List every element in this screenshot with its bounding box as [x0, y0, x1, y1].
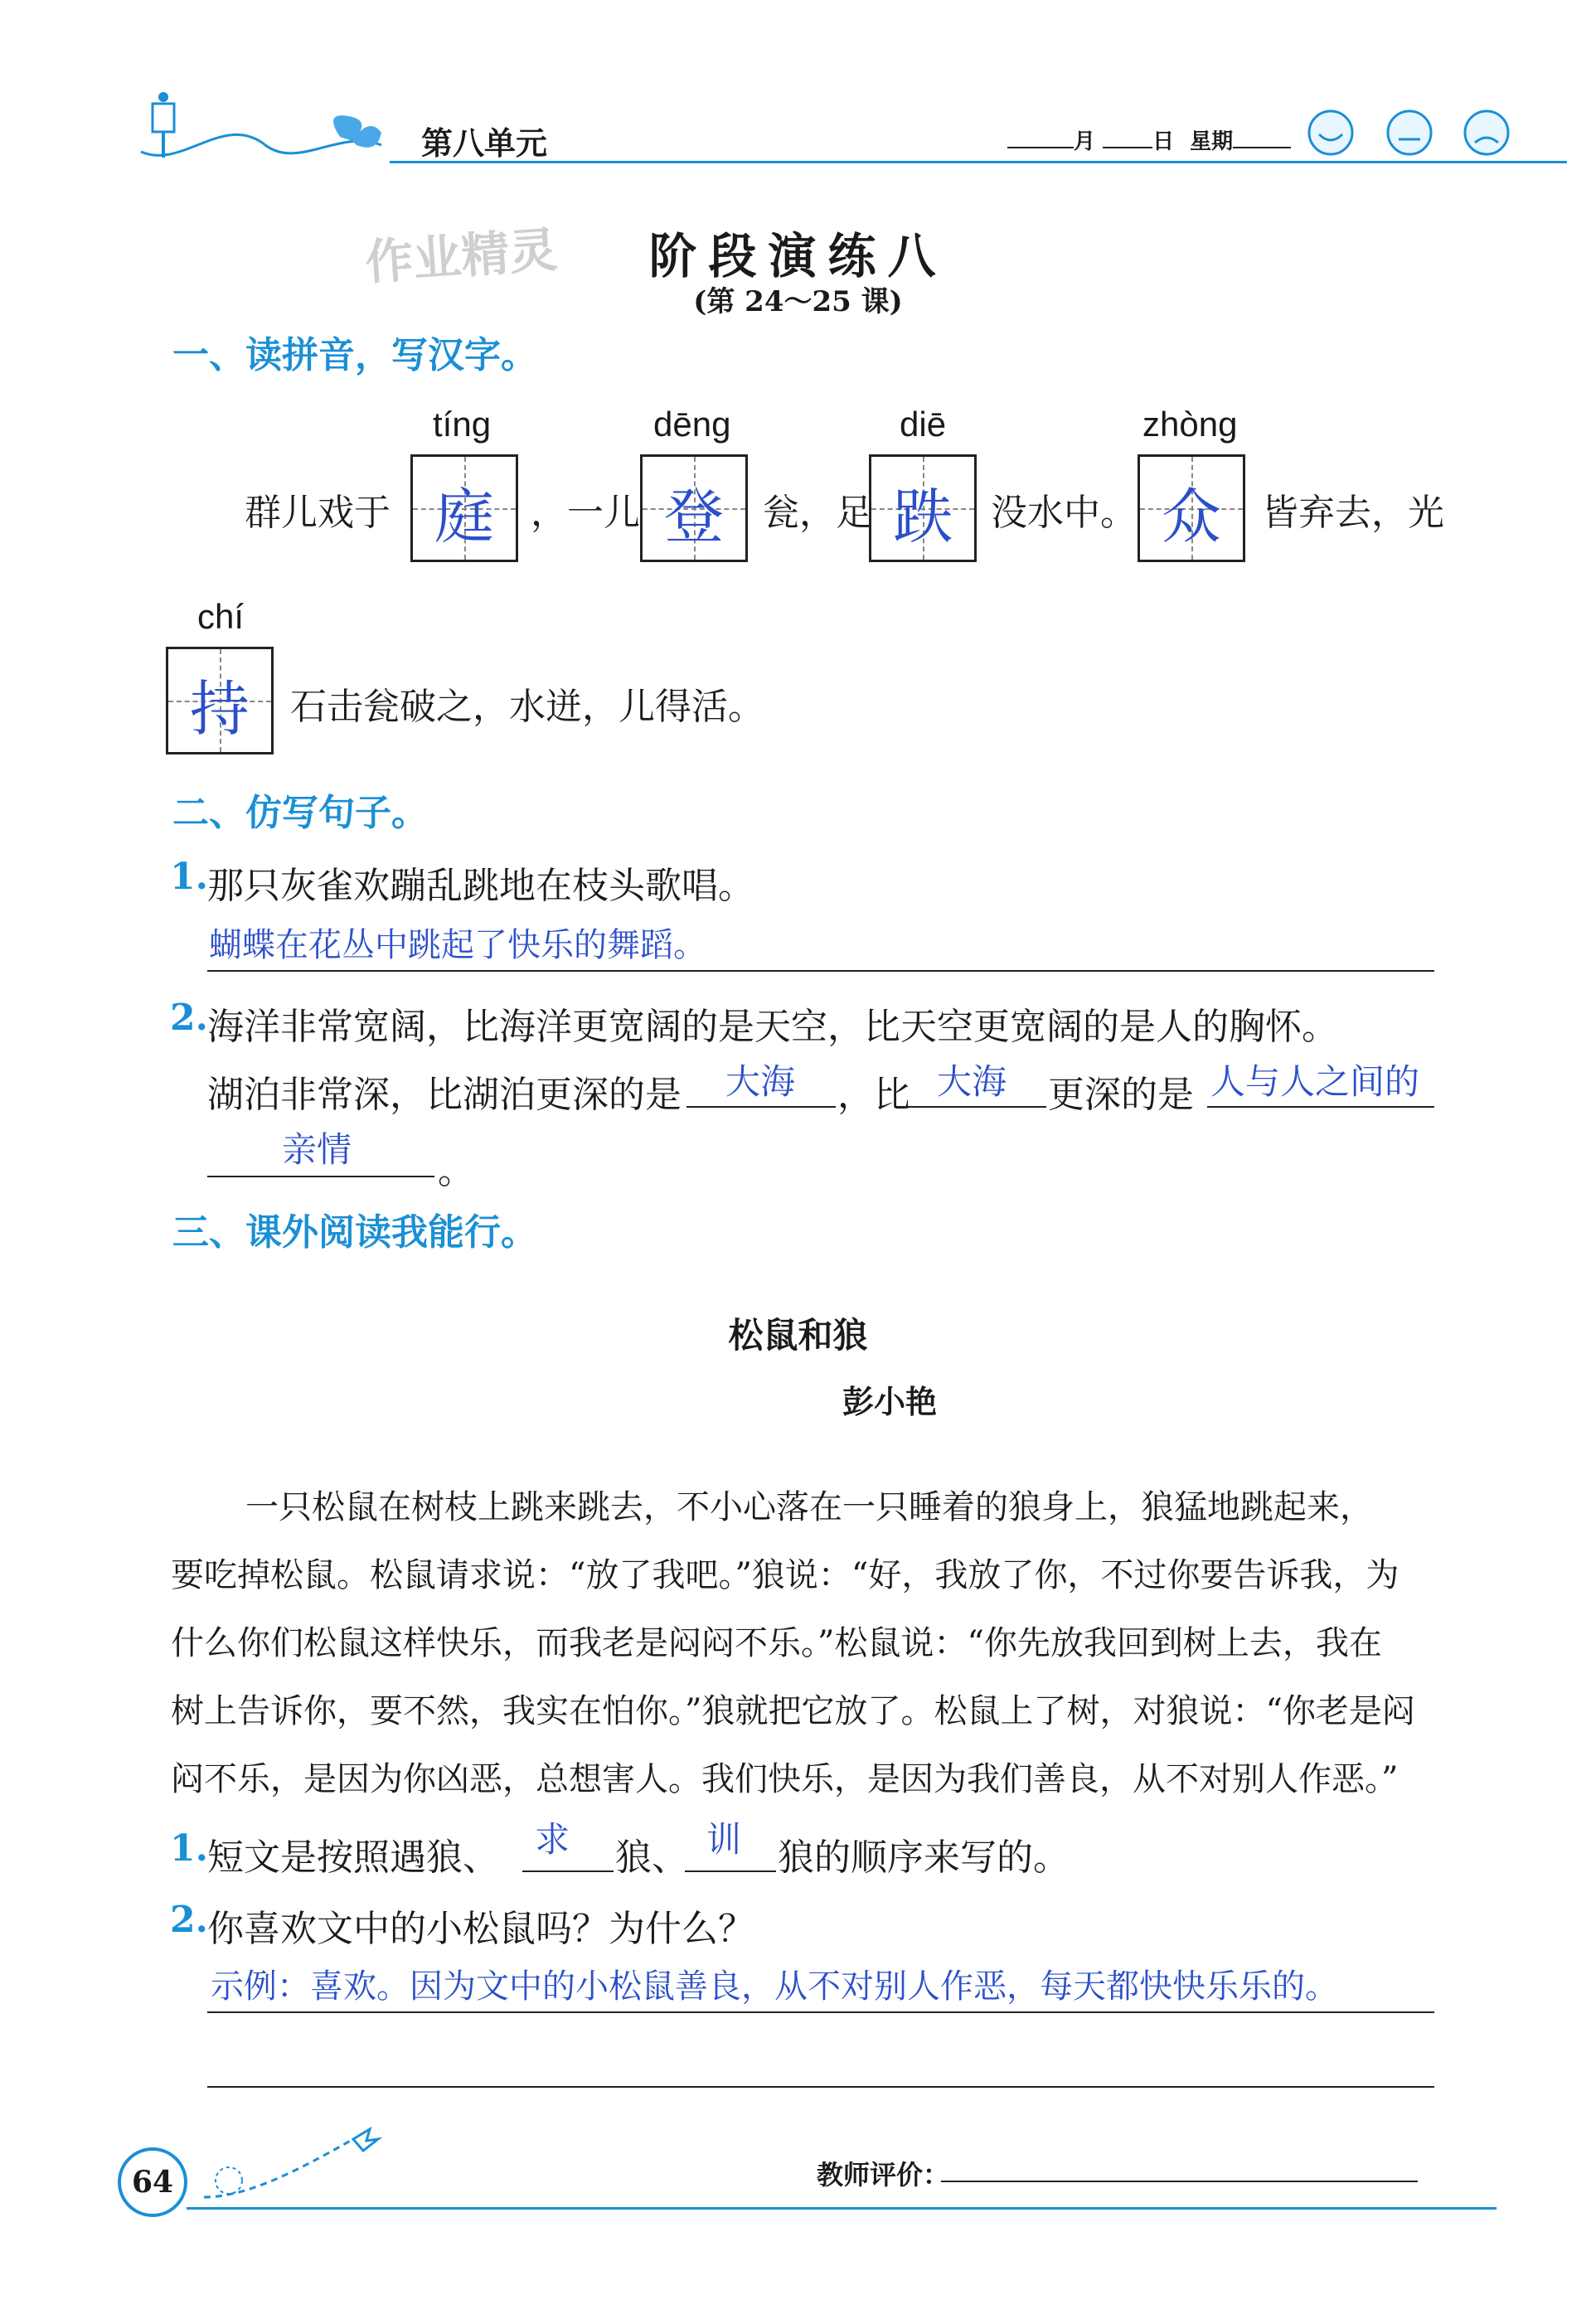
- s2-q2-num: 2.: [170, 997, 208, 1039]
- s2-q2-a4: 亲情: [282, 1129, 352, 1170]
- section1-heading: 一、读拼音，写汉字。: [172, 334, 537, 376]
- s3-q1-p3: 狼的顺序来写的。: [778, 1836, 1070, 1879]
- smiley-face-icon: [1306, 108, 1521, 158]
- mood-faces: [1306, 108, 1521, 158]
- story-line: 树上告诉你，要不然，我实在怕你。”狼就把它放了。松鼠上了树，对狼说：“你老是闷: [171, 1692, 1415, 1730]
- footer-rule: [187, 2207, 1497, 2210]
- header-rule: [390, 161, 1567, 163]
- answer-box-5: 持: [166, 647, 274, 754]
- story-line: 一只松鼠在树枝上跳来跳去，不小心落在一只睡着的狼身上，狼猛地跳起来，: [245, 1488, 1373, 1526]
- s2-q2-a3: 人与人之间的: [1210, 1061, 1420, 1102]
- pinyin-5: chí: [197, 597, 245, 636]
- s2-q2-text: 海洋非常宽阔，比海洋更宽阔的是天空，比天空更宽阔的是人的胸怀。: [207, 1006, 1338, 1048]
- watermark: 作业精灵: [363, 221, 560, 291]
- blank-5: [522, 1870, 614, 1872]
- s3-q2-num: 2.: [170, 1899, 208, 1941]
- s1-text-2: ，一儿: [531, 492, 640, 534]
- s3-q2-line-2: [207, 2086, 1434, 2088]
- footer-decoration: [196, 2114, 411, 2205]
- story-title: 松鼠和狼: [728, 1315, 868, 1356]
- answer-box-2: 登: [640, 454, 748, 562]
- s3-q1-p2: 狼、: [615, 1836, 688, 1879]
- s2-q1-answer: 蝴蝶在花丛中跳起了快乐的舞蹈。: [209, 926, 706, 964]
- s3-q2-answer: 示例：喜欢。因为文中的小松鼠善良，从不对别人作恶，每天都快快乐乐的。: [211, 1967, 1338, 2006]
- unit-label: 第八单元: [421, 125, 548, 162]
- s2-q2-a1: 大海: [725, 1061, 796, 1102]
- s3-q1-p1: 短文是按照遇狼、: [207, 1836, 499, 1879]
- story-line: 要吃掉松鼠。松鼠请求说：“放了我吧。”狼说：“好，我放了你，不过你要告诉我，为: [171, 1556, 1400, 1594]
- section3-heading: 三、课外阅读我能行。: [172, 1211, 537, 1254]
- page-number: 64: [131, 2165, 174, 2200]
- s2-q1-num: 1.: [170, 856, 208, 898]
- s2-q2-p4: 。: [438, 1150, 474, 1192]
- story-line: 闷不乐，是因为你凶恶，总想害人。我们快乐，是因为我们善良，从不对别人作恶。”: [171, 1760, 1399, 1798]
- page-number-badge: [118, 2147, 187, 2217]
- s1-text-6: 石击瓮破之，水迸，儿得活。: [290, 686, 764, 728]
- s3-q2-text: 你喜欢文中的小松鼠吗？为什么？: [207, 1908, 754, 1950]
- lamp-butterfly-icon: [133, 79, 431, 170]
- pinyin-1: tíng: [433, 405, 492, 444]
- blank-4: [207, 1176, 434, 1177]
- answer-box-3: 跌: [869, 454, 977, 562]
- s1-text-4: 没水中。: [991, 492, 1137, 534]
- s1-text-3: 瓮，足: [763, 492, 872, 534]
- page-title: 阶段演练八: [648, 228, 948, 284]
- section2-heading: 二、仿写句子。: [172, 792, 428, 834]
- s2-q2-p3: 更深的是: [1048, 1074, 1194, 1116]
- s3-q2-line-1: [207, 2011, 1434, 2013]
- story-author: 彭小艳: [842, 1383, 938, 1420]
- s2-q2-p1: 湖泊非常深，比湖泊更深的是: [207, 1074, 682, 1116]
- blank-6: [685, 1870, 776, 1872]
- s2-q2-a2: 大海: [937, 1061, 1007, 1102]
- teacher-eval-line: [941, 2181, 1418, 2182]
- pinyin-4: zhòng: [1142, 405, 1238, 444]
- answer-box-1: 庭: [410, 454, 518, 562]
- teacher-label: 教师评价：: [817, 2159, 950, 2191]
- date-fields: 月 日 星期: [1007, 124, 1291, 155]
- s3-q1-num: 1.: [170, 1827, 208, 1870]
- pinyin-2: dēng: [653, 405, 731, 444]
- s3-q1-a1: 求: [535, 1819, 570, 1860]
- s2-q1-text: 那只灰雀欢蹦乱跳地在枝头歌唱。: [207, 865, 754, 907]
- header-decoration: [133, 79, 431, 170]
- page-subtitle: (第 24～25 课): [693, 285, 903, 318]
- story-line: 什么你们松鼠这样快乐，而我老是闷闷不乐。”松鼠说：“你先放我回到树上去，我在: [171, 1624, 1382, 1662]
- s1-text-1: 群儿戏于: [245, 492, 391, 534]
- s2-q2-p2: ，比: [837, 1074, 910, 1116]
- bird-icon: [196, 2114, 411, 2205]
- pinyin-3: diē: [900, 405, 947, 444]
- answer-box-4: 众: [1138, 454, 1245, 562]
- s1-text-5: 皆弃去，光: [1262, 492, 1444, 534]
- blank-2: [897, 1106, 1046, 1108]
- s2-q1-line: [207, 970, 1434, 972]
- blank-3: [1207, 1106, 1434, 1108]
- blank-1: [686, 1106, 836, 1108]
- s3-q1-a2: 训: [706, 1819, 742, 1860]
